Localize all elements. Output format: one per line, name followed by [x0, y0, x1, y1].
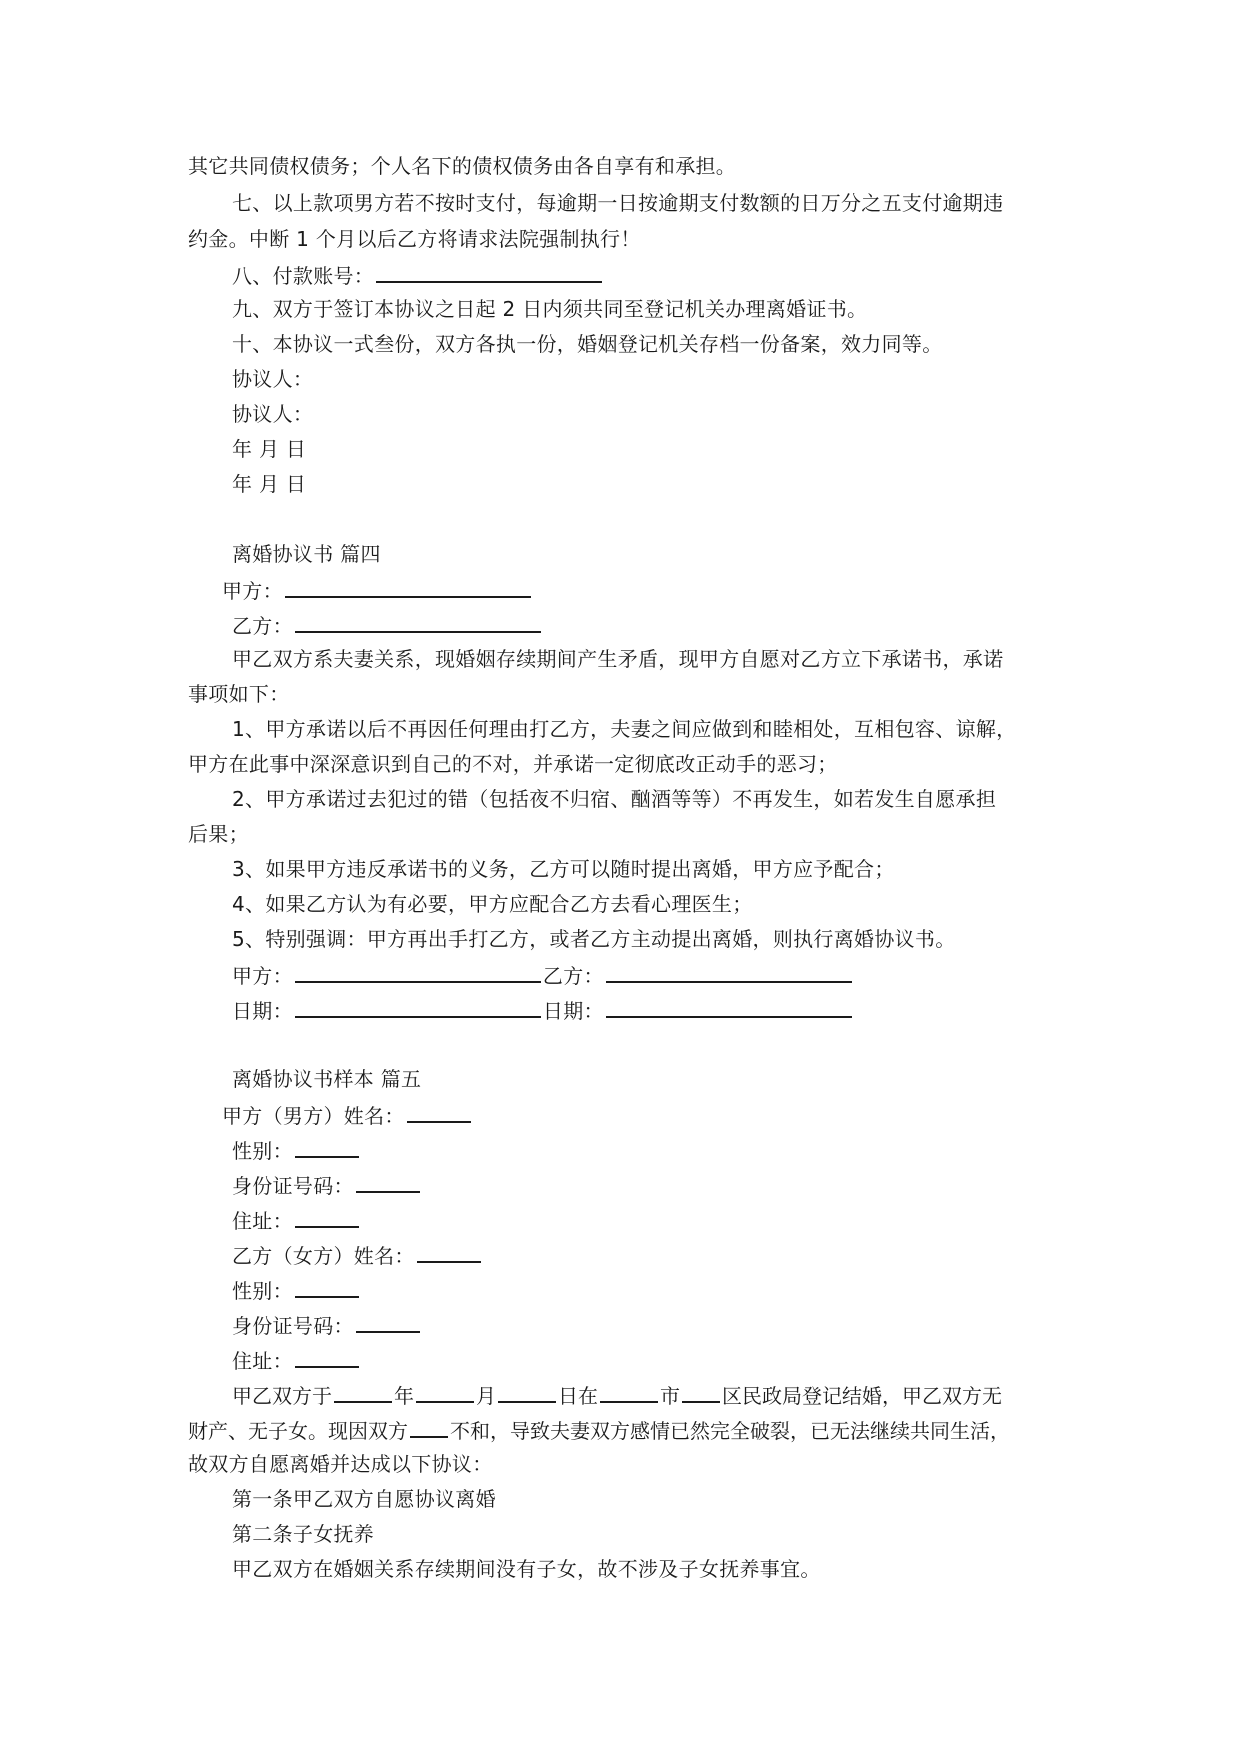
sign-b-field[interactable]: [606, 961, 852, 983]
a-name-row: [222, 1101, 473, 1129]
a-address-field[interactable]: [295, 1206, 359, 1228]
b-address-field[interactable]: [295, 1346, 359, 1368]
party-a-row: [222, 576, 533, 604]
marriage-line-3: 故双方自愿离婚并达成以下协议：: [188, 1452, 493, 1476]
b-gender-field[interactable]: [295, 1276, 359, 1298]
date-row: [232, 996, 854, 1024]
a-gender-field[interactable]: [295, 1136, 359, 1158]
a-address-row: [232, 1206, 361, 1234]
intro-line-1: 甲乙双方系夫妻关系，现婚姻存续期间产生矛盾，现甲方自愿对乙方立下承诺书，承诺: [232, 647, 1004, 671]
date-a-label: 日期：: [232, 999, 293, 1023]
marriage-line-2-text-2: 不和，导致夫妻双方感情已然完全破裂，已无法继续共同生活，: [450, 1419, 1010, 1443]
article-2: 第二条子女抚养: [232, 1522, 375, 1546]
paragraph-7-line-1: 七、以上款项男方若不按时支付，每逾期一日按逾期支付数额的日万分之五支付逾期违: [232, 191, 1004, 215]
a-address-label: 住址：: [232, 1209, 293, 1233]
marriage-text-4: 日在: [558, 1384, 598, 1408]
paragraph-6-end: 其它共同债权债务；个人名下的债权债务由各自享有和承担。: [188, 154, 737, 178]
marriage-text-2: 年: [394, 1384, 414, 1408]
signer-label-1: 协议人：: [232, 367, 314, 391]
payment-account-field[interactable]: [376, 261, 602, 283]
intro-line-2: 事项如下：: [188, 682, 290, 706]
paragraph-10: 十、本协议一式叁份，双方各执一份，婚姻登记机关存档一份备案，效力同等。: [232, 332, 943, 356]
party-b-field[interactable]: [295, 611, 541, 633]
marriage-line-1: [232, 1381, 1002, 1409]
a-gender-label: 性别：: [232, 1139, 293, 1163]
item-5: 5、特别强调：甲方再出手打乙方，或者乙方主动提出离婚，则执行离婚协议书。: [232, 927, 956, 951]
marriage-year-field[interactable]: [334, 1381, 392, 1403]
party-a-label: 甲方：: [222, 579, 283, 603]
b-name-row: [232, 1241, 483, 1269]
b-id-field[interactable]: [356, 1311, 420, 1333]
marriage-text-6: 区民政局登记结婚，甲乙双方无: [722, 1384, 1002, 1408]
item-2-line-2: 后果；: [188, 822, 249, 846]
item-4: 4、如果乙方认为有必要，甲方应配合乙方去看心理医生；: [232, 892, 753, 916]
paragraph-7-line-2: 约金。中断 1 个月以后乙方将请求法院强制执行！: [188, 227, 641, 251]
sign-a-label: 甲方：: [232, 964, 293, 988]
paragraph-8: [232, 261, 604, 289]
b-address-row: [232, 1346, 361, 1374]
b-name-label: 乙方（女方）姓名：: [232, 1244, 415, 1268]
b-name-field[interactable]: [417, 1241, 481, 1263]
sign-a-field[interactable]: [295, 961, 541, 983]
date-b-field[interactable]: [606, 996, 852, 1018]
b-id-row: [232, 1311, 422, 1339]
item-1-line-1: 1、甲方承诺以后不再因任何理由打乙方，夫妻之间应做到和睦相处，互相包容、谅解，: [232, 717, 1017, 741]
payment-account-label: 八、付款账号：: [232, 264, 375, 288]
party-b-label: 乙方：: [232, 614, 293, 638]
section-5-title: 离婚协议书样本 篇五: [232, 1067, 422, 1091]
marriage-month-field[interactable]: [416, 1381, 474, 1403]
date-a-field[interactable]: [295, 996, 541, 1018]
article-2-text: 甲乙双方在婚姻关系存续期间没有子女，故不涉及子女抚养事宜。: [232, 1557, 821, 1581]
b-gender-row: [232, 1276, 361, 1304]
b-gender-label: 性别：: [232, 1279, 293, 1303]
a-gender-row: [232, 1136, 361, 1164]
party-a-field[interactable]: [285, 576, 531, 598]
party-b-row: [232, 611, 543, 639]
item-2-line-1: 2、甲方承诺过去犯过的错（包括夜不归宿、酗酒等等）不再发生，如若发生自愿承担: [232, 787, 997, 811]
item-3: 3、如果甲方违反承诺书的义务，乙方可以随时提出离婚，甲方应予配合；: [232, 857, 895, 881]
signature-row: [232, 961, 854, 989]
marriage-text-1: 甲乙双方于: [232, 1384, 332, 1408]
discord-field[interactable]: [410, 1416, 448, 1438]
marriage-text-5: 市: [660, 1384, 680, 1408]
signer-label-2: 协议人：: [232, 402, 314, 426]
marriage-day-field[interactable]: [498, 1381, 556, 1403]
item-1-line-2: 甲方在此事中深深意识到自己的不对，并承诺一定彻底改正动手的恶习；: [188, 752, 838, 776]
a-id-label: 身份证号码：: [232, 1174, 354, 1198]
marriage-district-field[interactable]: [682, 1381, 720, 1403]
article-1: 第一条甲乙双方自愿协议离婚: [232, 1487, 496, 1511]
marriage-city-field[interactable]: [600, 1381, 658, 1403]
marriage-line-2: [188, 1416, 1010, 1444]
section-4-title: 离婚协议书 篇四: [232, 542, 381, 566]
b-address-label: 住址：: [232, 1349, 293, 1373]
a-name-label: 甲方（男方）姓名：: [222, 1104, 405, 1128]
sign-b-label: 乙方：: [542, 964, 604, 988]
a-name-field[interactable]: [407, 1101, 471, 1123]
a-id-field[interactable]: [356, 1171, 420, 1193]
marriage-line-2-text-1: 财产、无子女。现因双方: [188, 1419, 408, 1443]
date-line-2: 年 月 日: [232, 472, 307, 496]
date-line-1: 年 月 日: [232, 437, 307, 461]
a-id-row: [232, 1171, 422, 1199]
b-id-label: 身份证号码：: [232, 1314, 354, 1338]
date-b-label: 日期：: [542, 999, 604, 1023]
marriage-text-3: 月: [476, 1384, 496, 1408]
paragraph-9: 九、双方于签订本协议之日起 2 日内须共同至登记机关办理离婚证书。: [232, 297, 868, 321]
